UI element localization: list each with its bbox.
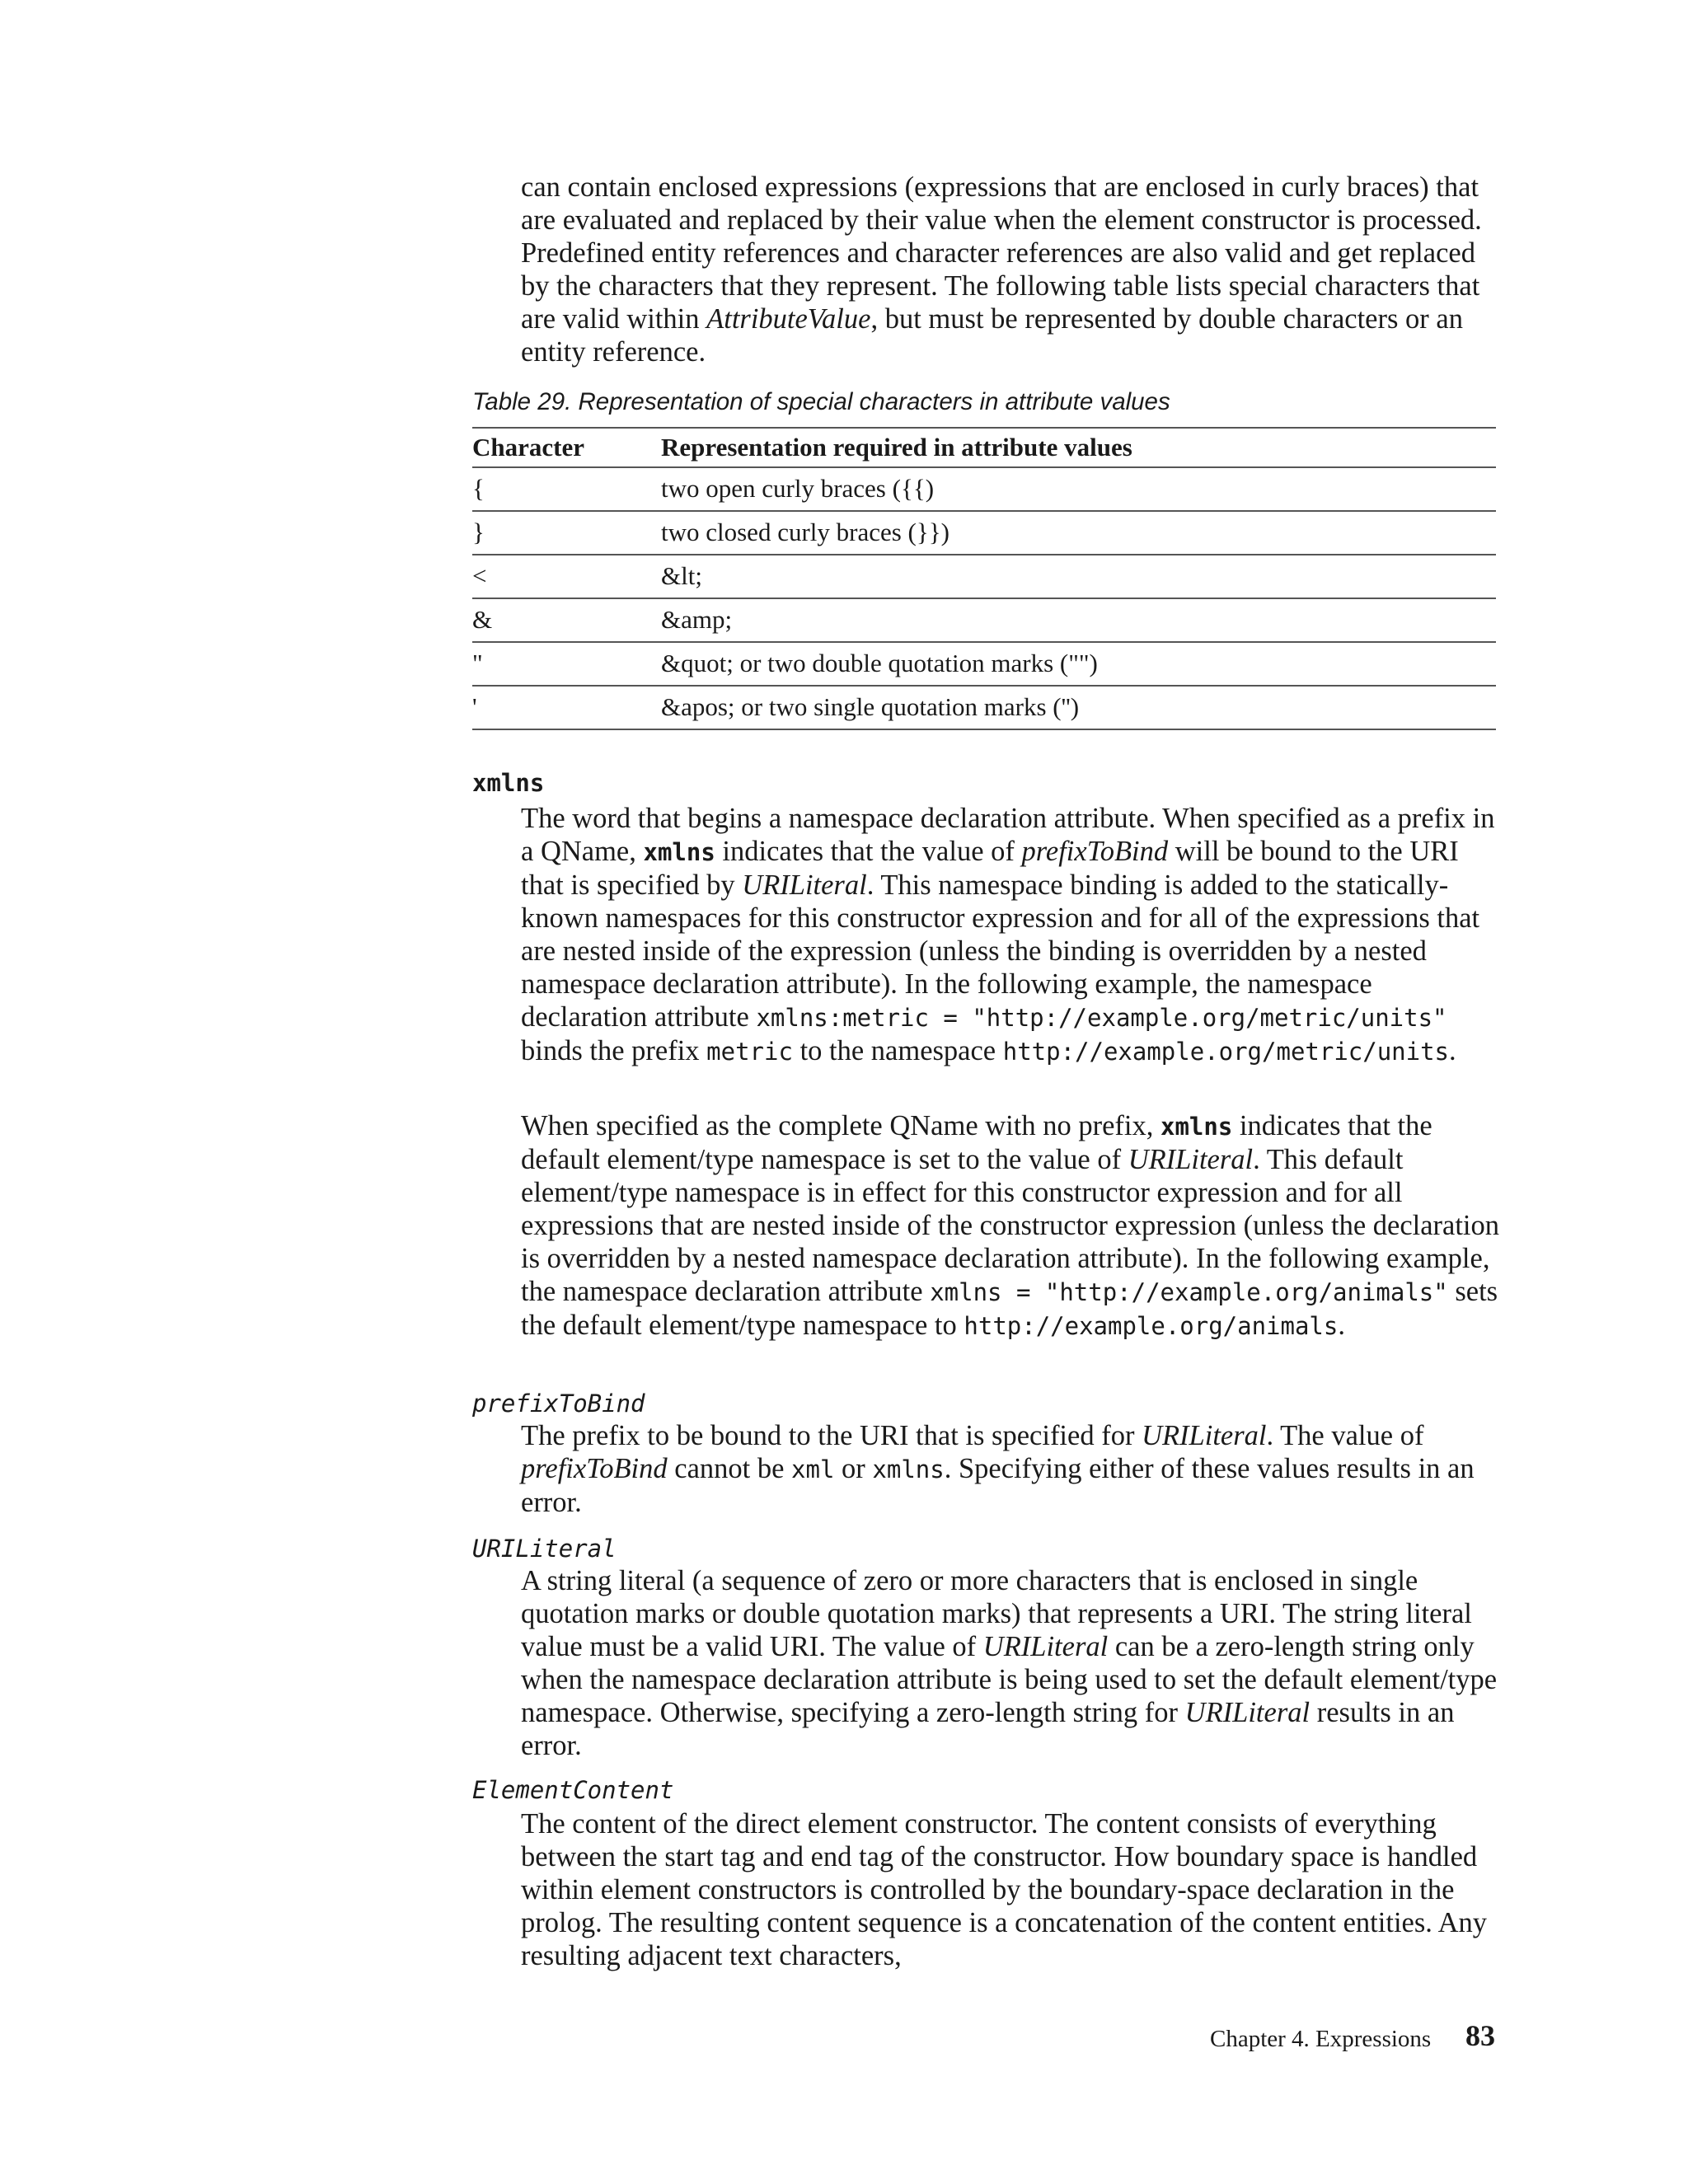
- table-cell-character: &: [472, 598, 661, 642]
- column-header-character: Character: [472, 428, 661, 467]
- xmlns-definition-paragraph-2: When specified as the complete QName with no prefix, xmlns indicates that the default element/type namespace is set to the value of URILiteral. This default element/type namespace is in effect for this constructor expression and for all expressions that are nested inside of the constructor expression (unless the declaration is overridden by a nested namespace declaration attribute). In the following example, the namespace declaration attribute xmlns = "http://example.org/animals" sets the default element/type namespace to http://example.org/animals.: [521, 1110, 1500, 1341]
- footer-chapter-label: Chapter 4. Expressions: [1210, 2026, 1432, 2052]
- term-xmlns: xmlns: [472, 769, 545, 797]
- table-cell-character: {: [472, 467, 661, 511]
- table-cell-representation: &apos; or two single quotation marks (''): [661, 686, 1496, 729]
- table-row: [472, 511, 1496, 555]
- column-header-representation: Representation required in attribute values: [661, 428, 1496, 467]
- table-cell-representation: &quot; or two double quotation marks (""): [661, 642, 1496, 686]
- page-number: 83: [1465, 2019, 1495, 2052]
- table-row: [472, 598, 1496, 642]
- term-elementcontent: ElementContent: [472, 1776, 674, 1804]
- term-uriliteral: URILiteral: [472, 1535, 617, 1563]
- table-row: [472, 686, 1496, 729]
- table-cell-representation: two open curly braces ({{): [661, 467, 1496, 511]
- table-cell-representation: two closed curly braces (}}): [661, 511, 1496, 555]
- table-row: [472, 642, 1496, 686]
- table-header-row: [472, 428, 1496, 467]
- table-cell-character: ': [472, 686, 661, 729]
- table-row: [472, 467, 1496, 511]
- xmlns-definition-paragraph-1: The word that begins a namespace declaration attribute. When specified as a prefix in a QName, xmlns indicates that the value of prefixToBind will be bound to the URI that is specified by URILiteral. This namespace binding is added to the statically-known namespaces for this constructor expression and for all of the expressions that are nested inside of the expression (unless the binding is overridden by a nested namespace declaration attribute). In the following example, the namespace declaration attribute xmlns:metric = "http://example.org/metric/units" binds the prefix metric to the namespace http://example.org/metric/units.: [521, 803, 1495, 1066]
- uriliteral-definition: A string literal (a sequence of zero or more characters that is enclosed in single quotation marks or double quotation marks) that represents a URI. The string literal value must be a valid URI. The value of URILiteral can be a zero-length string only when the namespace declaration attribute is being used to set the default element/type namespace. Otherwise, specifying a zero-length string for URILiteral results in an error.: [521, 1565, 1498, 1761]
- table-cell-representation: &lt;: [661, 555, 1496, 598]
- table-cell-character: }: [472, 511, 661, 555]
- table-cell-character: <: [472, 555, 661, 598]
- intro-paragraph: can contain enclosed expressions (expressions that are enclosed in curly braces) that are evaluated and replaced by their value when the element constructor is processed. Predefined entity references and character references are also valid and get replaced by the characters that they represent. The following table lists special characters that are valid within AttributeValue, but must be represented by double characters or an entity reference.: [521, 171, 1482, 368]
- attributevalue-term: AttributeValue: [706, 303, 871, 335]
- table-cell-representation: &amp;: [661, 598, 1496, 642]
- prefixtobind-definition: The prefix to be bound to the URI that is specified for URILiteral. The value of prefixToBind cannot be xml or xmlns. Specifying either of these values results in an error.: [521, 1420, 1475, 1518]
- term-prefixtobind: prefixToBind: [472, 1390, 645, 1418]
- table-caption: Table 29. Representation of special characters in attribute values: [472, 388, 1170, 415]
- table-row: [472, 555, 1496, 598]
- table-cell-character: ": [472, 642, 661, 686]
- elementcontent-definition: The content of the direct element constructor. The content consists of everything between the start tag and end tag of the constructor. How boundary space is handled within element constructors is controlled by the boundary-space declaration in the prolog. The resulting content sequence is a concatenation of the content entities. Any resulting adjacent text characters,: [521, 1808, 1488, 1971]
- special-characters-table: [472, 427, 1496, 730]
